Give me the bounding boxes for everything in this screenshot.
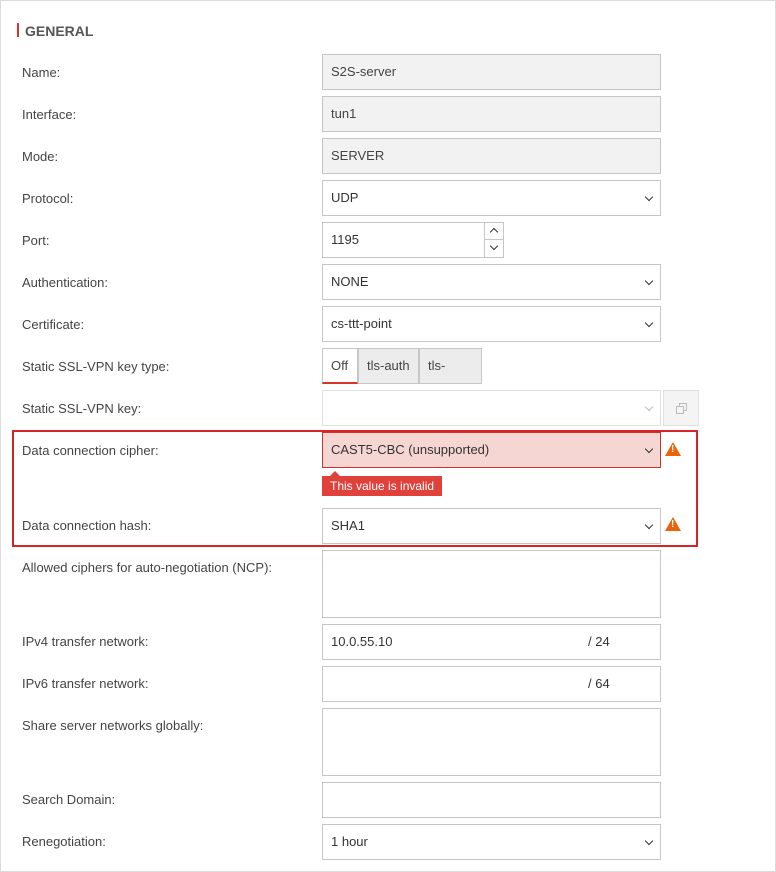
- warning-icon: !: [665, 442, 681, 456]
- protocol-value: UDP: [331, 190, 359, 205]
- port-increment-button[interactable]: [484, 223, 503, 240]
- authentication-label: Authentication:: [22, 275, 109, 290]
- protocol-label: Protocol:: [22, 191, 74, 206]
- share-networks-label: Share server networks globally:: [22, 718, 204, 733]
- port-spinner[interactable]: [322, 222, 504, 258]
- key-type-tls-auth-button[interactable]: tls-auth: [358, 348, 419, 384]
- mode-label: Mode:: [22, 149, 59, 164]
- copy-icon-front: [676, 406, 684, 414]
- ipv6-input[interactable]: [322, 666, 661, 702]
- static-key-label: Static SSL-VPN key:: [22, 401, 142, 416]
- search-domain-input[interactable]: [322, 782, 661, 818]
- interface-label: Interface:: [22, 107, 77, 122]
- cipher-label: Data connection cipher:: [22, 443, 159, 458]
- hash-value: SHA1: [331, 518, 365, 533]
- name-field[interactable]: [322, 54, 661, 90]
- copy-button[interactable]: [663, 390, 699, 426]
- hash-select[interactable]: [322, 508, 661, 544]
- port-value: 1195: [331, 232, 359, 247]
- static-key-type-label: Static SSL-VPN key type:: [22, 359, 170, 374]
- mode-value: SERVER: [331, 148, 385, 163]
- certificate-select[interactable]: [322, 306, 661, 342]
- ncp-textarea[interactable]: [322, 550, 661, 618]
- cipher-value: CAST5-CBC (unsupported): [331, 442, 490, 457]
- authentication-value: NONE: [331, 274, 369, 289]
- port-label: Port:: [22, 233, 50, 248]
- ncp-label: Allowed ciphers for auto-negotiation (NCP):: [22, 560, 273, 575]
- share-networks-textarea[interactable]: [322, 708, 661, 776]
- protocol-select[interactable]: [322, 180, 661, 216]
- hash-warning-icon: !: [665, 517, 681, 531]
- ipv4-value: 10.0.55.10: [331, 634, 393, 649]
- certificate-value: cs-ttt-point: [331, 316, 392, 331]
- certificate-label: Certificate:: [22, 317, 85, 332]
- ipv4-label: IPv4 transfer network:: [22, 634, 149, 649]
- static-key-select[interactable]: [322, 390, 661, 426]
- key-type-tls-crypt-button[interactable]: tls-: [419, 348, 482, 384]
- key-type-off-button[interactable]: Off: [322, 348, 358, 384]
- renegotiation-label: Renegotiation:: [22, 834, 106, 849]
- search-domain-label: Search Domain:: [22, 792, 116, 807]
- name-value: S2S-server: [331, 64, 397, 79]
- ipv4-prefix: / 24: [588, 634, 610, 649]
- authentication-select[interactable]: [322, 264, 661, 300]
- interface-value: tun1: [331, 106, 357, 121]
- ipv6-prefix: / 64: [588, 676, 610, 691]
- name-label: Name:: [22, 65, 61, 80]
- cipher-select[interactable]: [322, 432, 661, 468]
- section-title: GENERAL: [17, 22, 93, 38]
- renegotiation-select[interactable]: [322, 824, 661, 860]
- mode-field[interactable]: [322, 138, 661, 174]
- renegotiation-value: 1 hour: [331, 834, 368, 849]
- interface-field[interactable]: [322, 96, 661, 132]
- port-decrement-button[interactable]: [484, 240, 503, 257]
- ipv4-input[interactable]: [322, 624, 661, 660]
- cipher-error-message: This value is invalid: [322, 476, 442, 496]
- ipv6-label: IPv6 transfer network:: [22, 676, 149, 691]
- hash-label: Data connection hash:: [22, 518, 152, 533]
